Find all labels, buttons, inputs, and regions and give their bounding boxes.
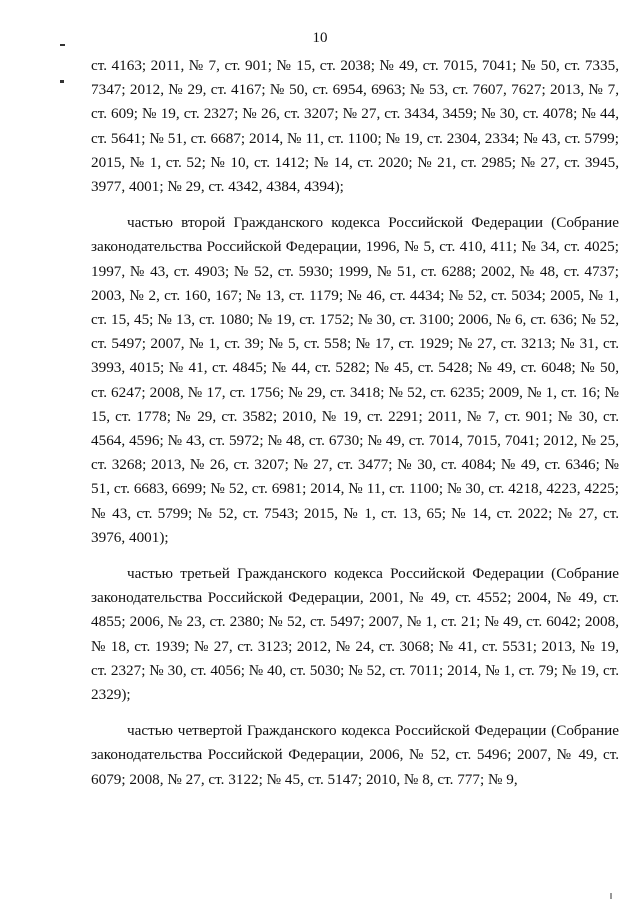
document-body (91, 54, 619, 792)
scan-mark (60, 80, 64, 83)
paragraph-civil-code-part-two: частью второй Гражданского кодекса Российской Федерации (Собрание законодательства Российской Федерации, 1996, № 5, ст. 410, 411; № 34, ст. 4025; 1997, № 43, ст. 4903; № 52, ст. 5930; 1999, № 51, ст. 6288; 2002, № 48, ст. 4737; 2003, № 2, ст. 160, 167; № 13, ст. 1179; № 46, ст. 4434; № 52, ст. 5034; 2005, № 1, ст. 15, 45; № 13, ст. 1080; № 19, ст. 1752; № 30, ст. 3100; 2006, № 6, ст. 636; № 52, ст. 5497; 2007, № 1, ст. 39; № 5, ст. 558; № 17, ст. 1929; № 27, ст. 3213; № 31, ст. 3993, 4015; № 41, ст. 4845; № 44, ст. 5282; № 45, ст. 5428; № 49, ст. 6048; № 50, ст. 6247; 2008, № 17, ст. 1756; № 29, ст. 3418; № 52, ст. 6235; 2009, № 1, ст. 16; № 15, ст. 1778; № 29, ст. 3582; 2010, № 19, ст. 2291; 2011, № 7, ст. 901; № 30, ст. 4564, 4596; № 43, ст. 5972; № 48, ст. 6730; № 49, ст. 7014, 7015, 7041; 2012, № 25, ст. 3268; 2013, № 26, ст. 3207; № 27, ст. 3477; № 30, ст. 4084; № 49, ст. 6346; № 51, ст. 6683, 6699; № 52, ст. 6981; 2014, № 11, ст. 1100; № 30, ст. 4218, 4223, 4225; № 43, ст. 5799; № 52, ст. 7543; 2015, № 1, ст. 13, 65; № 14, ст. 2022; № 27, ст. 3976, 4001); (91, 214, 619, 546)
paragraph-civil-code-part-four: частью четвертой Гражданского кодекса Российской Федерации (Собрание законодательства Российской Федерации, 2006, № 52, ст. 5496; 2007, № 49, ст. 6079; 2008, № 27, ст. 3122; № 45, ст. 5147; 2010, № 8, ст. 777; № 9, (91, 722, 619, 788)
page-number: 10 (312, 30, 328, 46)
scan-mark (610, 893, 612, 899)
paragraph-civil-code-part-three: частью третьей Гражданского кодекса Российской Федерации (Собрание законодательства Российской Федерации, 2001, № 49, ст. 4552; 2004, № 49, ст. 4855; 2006, № 23, ст. 2380; № 52, ст. 5497; 2007, № 1, ст. 21; № 49, ст. 6042; 2008, № 18, ст. 1939; № 27, ст. 3123; 2012, № 24, ст. 3068; № 41, ст. 5531; 2013, № 19, ст. 2327; № 30, ст. 4056; № 40, ст. 5030; № 52, ст. 7011; 2014, № 1, ст. 79; № 19, ст. 2329); (91, 565, 619, 704)
paragraph-continuation: ст. 4163; 2011, № 7, ст. 901; № 15, ст. 2038; № 49, ст. 7015, 7041; № 50, ст. 7335, 7347; 2012, № 29, ст. 4167; № 50, ст. 6954, 6963; № 53, ст. 7607, 7627; 2013, № 7, ст. 609; № 19, ст. 2327; № 26, ст. 3207; № 27, ст. 3434, 3459; № 30, ст. 4078; № 44, ст. 5641; № 51, ст. 6687; 2014, № 11, ст. 1100; № 19, ст. 2304, 2334; № 43, ст. 5799; 2015, № 1, ст. 52; № 10, ст. 1412; № 14, ст. 2020; № 21, ст. 2985; № 27, ст. 3945, 3977, 4001; № 29, ст. 4342, 4384, 4394); (91, 57, 619, 196)
